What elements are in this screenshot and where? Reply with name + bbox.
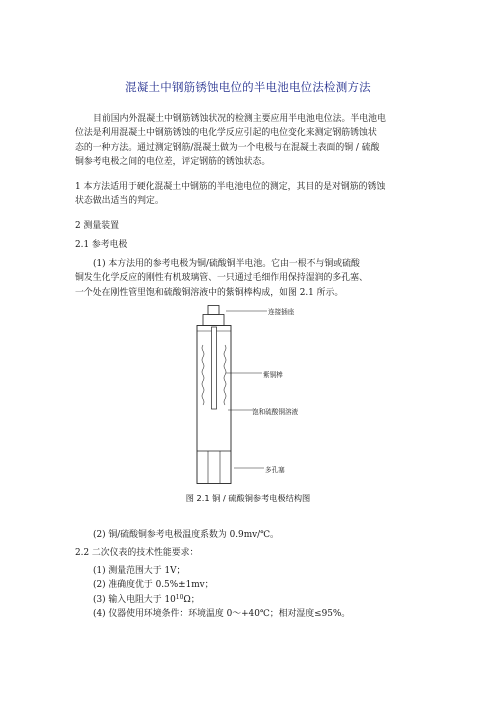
connector-cap	[208, 306, 219, 315]
spec-item: (4) 仪器使用环境条件：环境温度 0～+40℃；相对湿度≤95%。	[93, 609, 351, 620]
section-2-1-heading: 2.1 参考电极	[75, 240, 128, 250]
figure-caption: 图 2.1 铜 / 硫酸铜参考电极结构图	[185, 493, 311, 503]
section-2-1-paragraph	[75, 257, 425, 300]
section-2-1-line: (1) 本方法用的参考电极为铜/硫酸铜半电池。它由一根不与铜或硫酸	[93, 259, 360, 269]
section-1-paragraph	[75, 180, 425, 209]
spec-item: (2) 准确度优于 0.5%±1mv；	[93, 580, 214, 591]
spec-item: (3) 输入电阻大于 $10^{10}\Omega$；	[93, 593, 200, 605]
label-connector: 连接插座	[268, 308, 295, 316]
section-2-1-item-2: (2) 铜/硫酸铜参考电极温度系数为 0.9mv/℃。	[93, 530, 279, 540]
connector-body	[203, 315, 224, 326]
label-copper-rod: 紫铜棒	[263, 371, 283, 379]
section-2-1-line: 一个处在刚性管里饱和硫酸铜溶液中的紫铜棒构成，如图 2.1 所示。	[75, 287, 344, 298]
section-2-heading: 2 测量装置	[75, 221, 119, 231]
spec-item: (1) 测量范围大于 1V；	[93, 566, 186, 576]
spec-list	[93, 564, 443, 622]
intro-paragraph	[75, 112, 425, 170]
label-solution: 饱和硫酸铜溶液	[252, 408, 299, 416]
intro-line: 铜参考电极之间的电位差，评定钢筋的锈蚀状态。	[75, 157, 271, 168]
intro-line: 态的一种方法。通过测定钢筋/混凝土做为一个电极与在混凝土表面的铜 / 硫酸	[75, 142, 380, 153]
label-porous-plug: 多孔塞	[265, 466, 285, 474]
section-1-line: 1 本方法适用于硬化混凝土中钢筋的半电池电位的测定，其目的是对钢筋的锈蚀	[75, 182, 386, 192]
intro-line: 目前国内外混凝土中钢筋锈蚀状况的检测主要应用半电池电位法。半电池电	[93, 114, 386, 124]
section-2-1-line: 铜发生化学反应的刚性有机玻璃管、一只通过毛细作用保持湿润的多孔塞、	[75, 273, 368, 284]
copper-rod	[212, 327, 217, 409]
page-title: 混凝土中钢筋锈蚀电位的半电池电位法检测方法	[125, 80, 371, 94]
leader-lines	[226, 305, 268, 475]
section-1-line: 状态做出适当的判定。	[75, 196, 164, 207]
intro-line: 位法是利用混凝土中钢筋锈蚀的电化学反应引起的电位变化来测定钢筋锈蚀状	[75, 128, 377, 139]
section-2-2-heading: 2.2 二次仪表的技术性能要求：	[75, 548, 199, 558]
